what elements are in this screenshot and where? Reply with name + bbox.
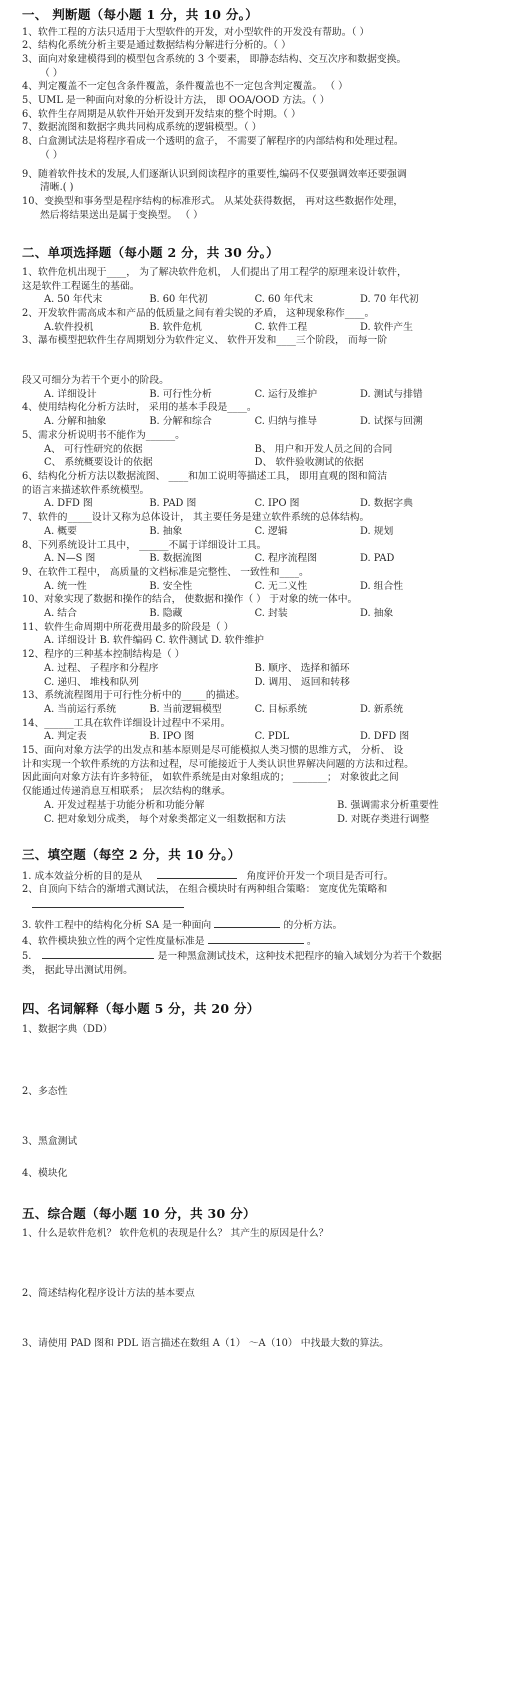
options-row	[22, 456, 502, 470]
option: C、 系统概要设计的依据	[44, 457, 153, 469]
question-line: 8、白盒测试法是将程序看成一个透明的盒子， 不需要了解程序的内部结构和处理过程。	[22, 136, 404, 148]
question-text: 13、系统流程图用于可行性分析中的_____的描述。	[22, 690, 246, 702]
option: B. 抽象	[149, 525, 183, 537]
option: C. 归纳与推导	[254, 416, 318, 428]
options-row	[22, 497, 502, 511]
options-row	[22, 730, 502, 744]
section-5-title: 五、综合题（每小题 10 分，共 30 分）	[22, 1206, 256, 1222]
option: C. PDL	[254, 731, 289, 743]
option: D. 抽象	[359, 608, 394, 620]
option: B. 可行性分析	[149, 388, 212, 400]
question-text: 是一种黑盒测试技术，这种技术把程序的输入域划分为若干个数据	[157, 951, 442, 963]
options-row	[22, 580, 502, 594]
question-line: 5、UML 是一种面向对象的分析设计方法， 即 OOA/OOD 方法。（ ）	[22, 95, 330, 107]
option: D. 测试与排错	[359, 388, 423, 400]
option: B. 60 年代初	[149, 294, 208, 306]
options-row	[22, 415, 502, 429]
question-line: （ ）	[40, 149, 63, 161]
option: A. 过程、 子程序和分程序	[44, 662, 159, 674]
answer-blank[interactable]	[42, 948, 154, 959]
options-row	[22, 321, 502, 335]
question-text: 11、软件生命周期中所花费用最多的阶段是（ ）	[22, 621, 234, 633]
question-text: 仅能通过传递消息互相联系； 层次结构的继承。	[22, 786, 231, 798]
option: C. 把对象划分成类， 每个对象类都定义一组数据和方法	[44, 813, 286, 825]
question-text: 。	[306, 935, 317, 947]
question-text: 4、使用结构化分析方法时， 采用的基本手段是____。	[22, 402, 257, 414]
option: B. 隐藏	[149, 608, 183, 620]
question-line: （ ）	[40, 67, 63, 79]
question-text: 计和实现一个软件系统的方法和过程，尽可能接近于人类认识世界解决问题的方法和过程。	[22, 758, 414, 770]
option: D. 70 年代初	[359, 294, 419, 306]
question-text: 这是软件工程诞生的基础。	[22, 280, 140, 292]
answer-blank[interactable]	[157, 868, 237, 879]
option: C. 目标系统	[254, 703, 308, 715]
options-row	[22, 388, 502, 402]
options-row	[22, 293, 502, 307]
option: A. 分解和抽象	[44, 416, 107, 428]
fill-question: 2、自顶向下结合的渐增式测试法， 在组合模块时有两种组合策略： 宽度优先策略和	[22, 884, 388, 896]
section-4-title: 四、名词解释（每小题 5 分，共 20 分）	[22, 1000, 260, 1016]
fill-question	[22, 933, 502, 949]
term-item: 1、数据字典（DD）	[22, 1024, 113, 1036]
option: D. 规划	[359, 525, 394, 537]
multiple-choice-questions	[22, 266, 502, 826]
question-line: 清晰.( )	[40, 182, 74, 194]
question-text: 14、______工具在软件详细设计过程中不采用。	[22, 717, 231, 729]
fill-question	[22, 917, 502, 933]
comprehensive-item: 1、什么是软件危机？ 软件危机的表现是什么？ 其产生的原因是什么？	[22, 1227, 329, 1239]
option: A. 当前运行系统	[44, 703, 117, 715]
option: A. 统一性	[44, 580, 87, 592]
term-item: 4、模块化	[22, 1168, 68, 1180]
fill-question	[22, 948, 502, 964]
question-text: 1、软件危机出现于____， 为了解决软件危机， 人们提出了用工程学的原理来设计软件，	[22, 266, 407, 278]
question-text: 5.	[22, 951, 32, 963]
question-text: 15、面向对象方法学的出发点和基本原则是尽可能模拟人类习惯的思维方式， 分析、 设	[22, 745, 404, 757]
option: A. 结合	[44, 608, 77, 620]
option: D. 组合性	[359, 580, 404, 592]
option: C. 逻辑	[254, 525, 288, 537]
section-2-title: 二、单项选择题（每小题 2 分，共 30 分。）	[22, 245, 279, 261]
fill-question	[22, 868, 502, 884]
answer-blank[interactable]	[208, 933, 304, 944]
option: B. 强调需求分析重要性	[337, 799, 439, 811]
question-line: 然后将结果送出是属于变换型。 （ ）	[40, 209, 203, 221]
options-row	[22, 676, 502, 690]
options-row	[22, 813, 502, 827]
option: B. 数据流图	[149, 553, 202, 565]
option: D. DFD 图	[359, 731, 410, 743]
option: C. 软件工程	[254, 321, 308, 333]
question-text: 4、软件模块独立性的两个定性度量标准是	[22, 935, 205, 947]
question-text: 2、开发软件需高成本和产品的低质量之间有着尖锐的矛盾， 这种现象称作____。	[22, 307, 375, 319]
question-text: 7、软件的_____设计又称为总体设计， 其主要任务是建立软件系统的总体结构。	[22, 512, 370, 524]
question-text: 的语言来描述软件系统模型。	[22, 484, 150, 496]
option: A. 50 年代末	[44, 294, 103, 306]
option: A. 概要	[44, 525, 77, 537]
fill-blank-questions	[22, 868, 502, 978]
option: A. 详细设计 B. 软件编码 C. 软件测试 D. 软件维护	[44, 635, 264, 647]
option: D. 新系统	[359, 703, 404, 715]
option: C. 递归、 堆栈和队列	[44, 676, 139, 688]
question-line: 4、判定覆盖不一定包含条件覆盖，条件覆盖也不一定包含判定覆盖。 （ ）	[22, 81, 348, 93]
option: C. IPO 图	[254, 498, 300, 510]
question-text: 角度评价开发一个项目是否可行。	[246, 870, 394, 882]
question-text: 段又可细分为若干个更小的阶段。	[22, 375, 169, 387]
question-line: 6、软件生存周期是从软件开始开发到开发结束的整个时期。（ ）	[22, 108, 301, 120]
option: B. 软件危机	[149, 321, 202, 333]
comprehensive-item: 2、简述结构化程序设计方法的基本要点	[22, 1287, 195, 1299]
option: A. 详细设计	[44, 388, 97, 400]
question-text: 12、程序的三种基本控制结构是（ ）	[22, 649, 185, 661]
options-row	[22, 525, 502, 539]
option: A. 开发过程基于功能分析和功能分解	[44, 799, 205, 811]
option: C. 60 年代末	[254, 294, 314, 306]
question-line: 7、数据流图和数据字典共同构成系统的逻辑模型。（ ）	[22, 122, 262, 134]
question-line: 2、结构化系统分析主要是通过数据结构分解进行分析的。（ ）	[22, 40, 291, 52]
option: D. 调用、 返回和转移	[254, 676, 350, 688]
question-text: 10、对象实现了数据和操作的结合， 使数据和操作（ ） 于对象的统一体中。	[22, 594, 358, 606]
options-row	[22, 607, 502, 621]
comprehensive-item: 3、请使用 PAD 图和 PDL 语言描述在数组 A（1） ～A（10） 中找最大数的算法。	[22, 1337, 389, 1349]
fill-question: 类， 据此导出测试用例。	[22, 964, 133, 976]
question-text: 5、需求分析说明书不能作为______。	[22, 429, 185, 441]
options-row	[22, 662, 502, 676]
option: B. IPO 图	[149, 731, 195, 743]
question-line: 1、软件工程的方法只适用于大型软件的开发，对小型软件的开发没有帮助。（ ）	[22, 26, 370, 38]
options-row	[22, 703, 502, 717]
option: B. 顺序、 选择和循环	[254, 662, 350, 674]
question-text: 9、在软件工程中， 高质量的文档标准是完整性、 一致性和____。	[22, 566, 309, 578]
fill-question	[22, 897, 502, 913]
term-item: 2、多态性	[22, 1086, 68, 1098]
options-row	[22, 799, 502, 813]
question-text: 因此面向对象方法有许多特征， 如软件系统是由对象组成的； _______； 对象彼此之间	[22, 772, 399, 784]
answer-blank[interactable]	[32, 897, 184, 908]
options-row	[22, 634, 502, 648]
true-false-questions	[22, 26, 502, 223]
question-line: 10、变换型和事务型是程序结构的标准形式。 从某处获得数据， 再对这些数据作处理，	[22, 195, 404, 207]
option: D. 软件产生	[359, 321, 413, 333]
question-line: 3、面向对象建模得到的模型包含系统的 3 个要素， 即静态结构、交互次序和数据变换。	[22, 53, 407, 65]
option: B. 分解和综合	[149, 416, 212, 428]
answer-blank[interactable]	[214, 917, 280, 928]
section-1-title: 一、 判断题（每小题 1 分，共 10 分。）	[22, 7, 259, 22]
question-text: 1. 成本效益分析的目的是从	[22, 870, 143, 882]
comprehensive-questions	[22, 1227, 502, 1351]
option: A、 可行性研究的依据	[44, 443, 143, 455]
option: A.软件投机	[44, 321, 94, 333]
question-line: 9、随着软件技术的发展,人们逐渐认识到阅读程序的重要性,编码不仅要强调效率还要强调	[22, 168, 407, 180]
question-text: 6、结构化分析方法以数据流图、 ____和加工说明等描述工具， 即用直观的图和简洁	[22, 470, 388, 482]
option: C. 无二义性	[254, 580, 308, 592]
options-row	[22, 552, 502, 566]
option: D. 试探与回溯	[359, 416, 423, 428]
option: B. 安全性	[149, 580, 193, 592]
term-item: 3、黑盒测试	[22, 1136, 78, 1148]
term-definitions	[22, 1023, 502, 1197]
option: A. DFD 图	[44, 498, 93, 510]
option: D. 数据字典	[359, 498, 413, 510]
option: D、 软件验收测试的依据	[254, 457, 364, 469]
option: A. 判定表	[44, 731, 87, 743]
option: C. 程序流程图	[254, 553, 318, 565]
option: D. 对既存类进行调整	[337, 813, 430, 825]
section-3-title: 三、填空题（每空 2 分，共 10 分。）	[22, 847, 241, 863]
option: B. 当前逻辑模型	[149, 703, 222, 715]
option: B、 用户和开发人员之间的合同	[254, 443, 393, 455]
option: C. 运行及维护	[254, 388, 318, 400]
option: A. N—S 图	[44, 553, 96, 565]
option: B. PAD 图	[149, 498, 197, 510]
question-text: 3、瀑布模型把软件生存周期划分为软件定义、 软件开发和____三个阶段， 而每一阶	[22, 335, 388, 347]
option: C. 封装	[254, 608, 288, 620]
question-text: 3. 软件工程中的结构化分析 SA 是一种面向	[22, 919, 212, 931]
option: D. PAD	[359, 553, 395, 565]
options-row	[22, 443, 502, 457]
question-text: 8、下列系统设计工具中， ______不属于详细设计工具。	[22, 539, 267, 551]
question-text: 的分析方法。	[283, 919, 343, 931]
